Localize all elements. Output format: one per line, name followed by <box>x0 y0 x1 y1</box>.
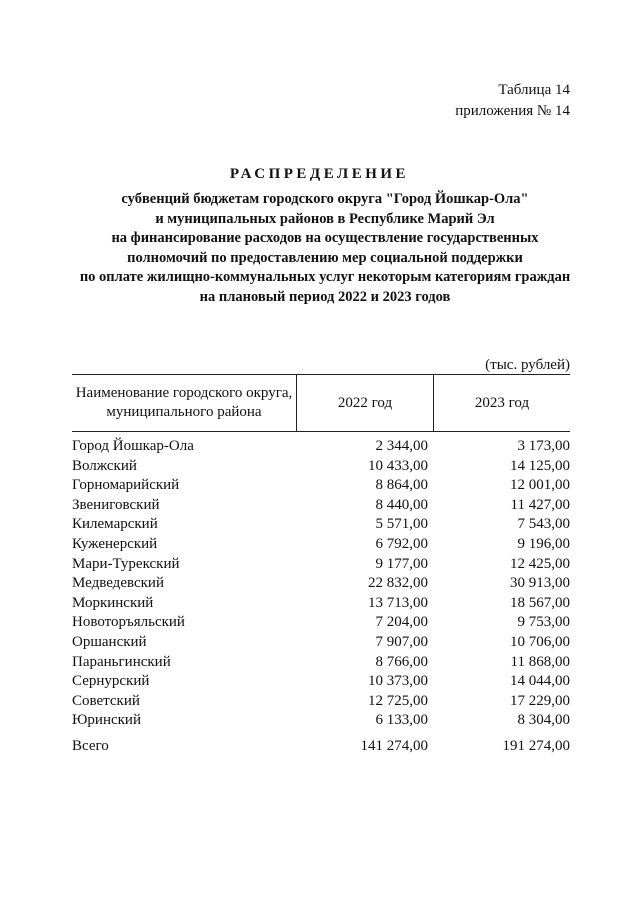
table-row <box>72 574 570 594</box>
table-row <box>72 535 570 555</box>
table-row <box>72 672 570 692</box>
row-value-2023: 3 173,00 <box>517 438 570 454</box>
row-name: Звениговский <box>72 496 160 513</box>
subtitle-line: полномочий по предоставлению мер социальной поддержки <box>127 249 523 266</box>
row-value-2022: 7 907,00 <box>375 633 428 650</box>
row-value-2023: 7 543,00 <box>517 516 570 533</box>
table-row <box>72 555 570 575</box>
row-name: Сернурский <box>72 673 150 690</box>
row-value-2023: 14 125,00 <box>510 457 570 474</box>
row-value-2022: 2 344,00 <box>375 438 428 454</box>
subtitle-line: на плановый период 2022 и 2023 годов <box>199 288 451 305</box>
row-name: Горномарийский <box>72 477 180 494</box>
table-row <box>72 711 570 731</box>
table-header <box>72 374 570 432</box>
units-label: (тыс. рублей) <box>485 357 570 373</box>
row-value-2023: 12 001,00 <box>510 477 570 494</box>
row-value-2023: 10 706,00 <box>510 633 570 650</box>
row-value-2022: 8 766,00 <box>375 653 428 670</box>
table-row <box>72 633 570 653</box>
row-value-2022: 8 440,00 <box>375 496 428 513</box>
row-name: Волжский <box>72 457 137 474</box>
subtitle-line: субвенций бюджетам городского округа "Город Йошкар-Ола" <box>121 191 529 207</box>
table-row <box>72 457 570 477</box>
column-header-name: Наименование городского округа, муниципального района <box>72 375 297 431</box>
table-row <box>72 653 570 673</box>
table-row <box>72 692 570 712</box>
row-value-2023: 18 567,00 <box>510 594 570 611</box>
row-value-2023: 30 913,00 <box>510 575 570 592</box>
appendix-label: приложения № 14 <box>455 103 570 119</box>
row-value-2022: 10 433,00 <box>368 457 428 474</box>
row-name: Параньгинский <box>72 653 171 670</box>
row-name: Оршанский <box>72 633 147 650</box>
column-header-2022: 2022 год <box>297 375 434 431</box>
row-value-2022: 7 204,00 <box>375 614 428 631</box>
row-value-2023: 11 868,00 <box>510 653 570 670</box>
table-body <box>72 437 570 731</box>
row-value-2022: 8 864,00 <box>375 477 428 494</box>
row-name: Куженерский <box>72 535 158 552</box>
table-row <box>72 496 570 516</box>
row-value-2022: 13 713,00 <box>368 594 428 611</box>
row-name: Город Йошкар-Ола <box>72 438 194 454</box>
document-title: РАСПРЕДЕЛЕНИЕ <box>229 166 410 182</box>
table-row <box>72 476 570 496</box>
total-row <box>72 736 570 756</box>
row-value-2022: 22 832,00 <box>368 575 428 592</box>
total-value-2022: 141 274,00 <box>360 738 428 754</box>
total-value-2023: 191 274,00 <box>502 738 570 754</box>
row-name: Мари-Турекский <box>72 555 180 572</box>
row-name: Моркинский <box>72 594 154 611</box>
row-name: Юринский <box>72 712 141 729</box>
row-value-2023: 14 044,00 <box>510 673 570 690</box>
row-name: Килемарский <box>72 516 158 533</box>
row-value-2023: 8 304,00 <box>517 712 570 729</box>
subtitle-line: и муниципальных районов в Республике Марий Эл <box>155 210 495 227</box>
row-value-2022: 9 177,00 <box>375 555 428 572</box>
row-value-2022: 12 725,00 <box>368 692 428 709</box>
row-value-2023: 17 229,00 <box>510 692 570 709</box>
subtitle-line: на финансирование расходов на осуществление государственных <box>111 230 539 246</box>
page-header <box>455 80 570 122</box>
column-header-2023: 2023 год <box>474 394 530 411</box>
row-value-2023: 12 425,00 <box>510 555 570 572</box>
row-value-2022: 6 792,00 <box>375 535 428 552</box>
table-row <box>72 613 570 633</box>
row-name: Медведевский <box>72 575 164 592</box>
table-row <box>72 515 570 535</box>
document-subtitle <box>60 190 590 307</box>
total-label: Всего <box>72 738 109 754</box>
row-value-2023: 9 196,00 <box>517 535 570 552</box>
row-value-2023: 11 427,00 <box>510 496 570 513</box>
row-name: Советский <box>72 692 140 709</box>
table-row <box>72 594 570 614</box>
subtitle-line: по оплате жилищно-коммунальных услуг некоторым категориям граждан <box>79 269 571 285</box>
table-number: Таблица 14 <box>498 82 570 98</box>
table-row <box>72 437 570 457</box>
row-name: Новоторъяльский <box>72 614 185 631</box>
row-value-2022: 10 373,00 <box>368 673 428 690</box>
row-value-2023: 9 753,00 <box>517 614 570 631</box>
row-value-2022: 6 133,00 <box>375 712 428 729</box>
row-value-2022: 5 571,00 <box>375 516 428 533</box>
